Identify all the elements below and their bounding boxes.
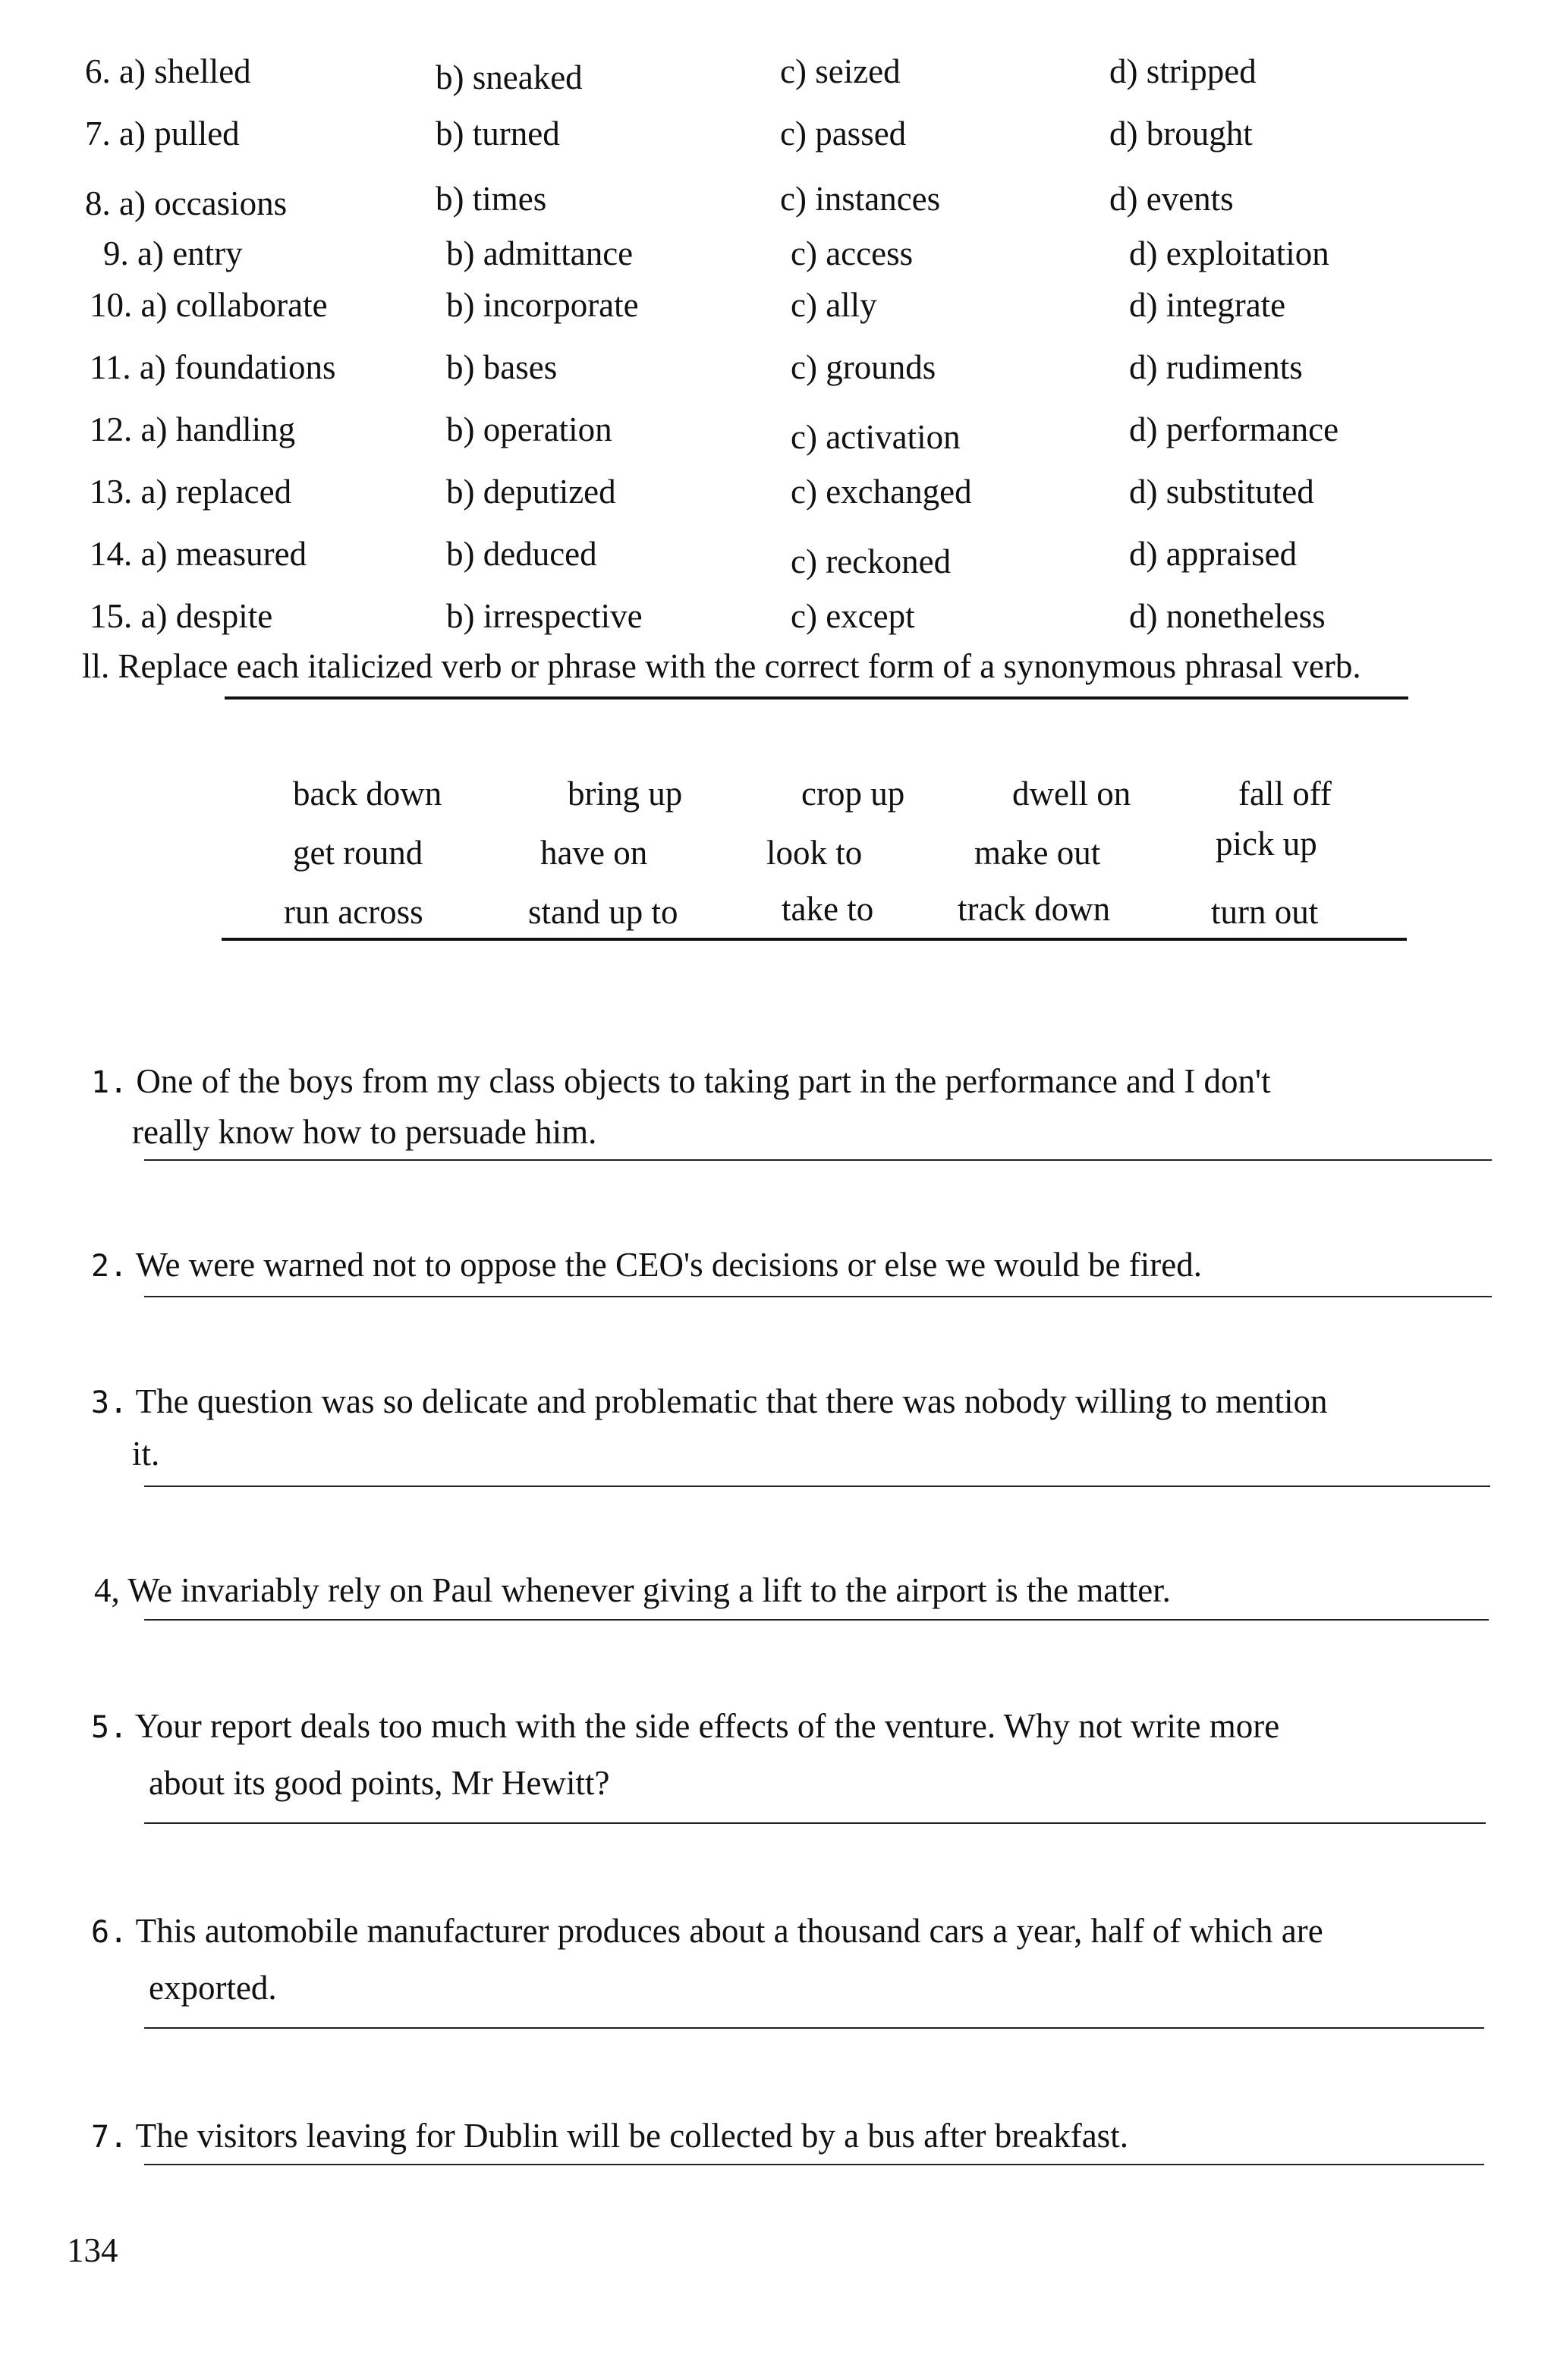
choice-row-11 xyxy=(0,347,1554,401)
option-b: b) admittance xyxy=(446,234,634,272)
option-a: 9. a) entry xyxy=(103,234,243,272)
verb-stand-up-to: stand up to xyxy=(528,893,678,931)
exercise-instruction: ll. Replace each italicized verb or phrase with the correct form of a synonymous phrasal verb. xyxy=(82,647,1361,685)
choice-row-14 xyxy=(0,534,1554,587)
option-d: d) stripped xyxy=(1109,52,1257,90)
option-c: c) seized xyxy=(780,52,901,90)
option-b: b) sneaked xyxy=(436,58,583,96)
option-b: b) incorporate xyxy=(446,286,639,324)
sentence-text: We invariably rely on Paul whenever giving a lift to the airport is the matter. xyxy=(127,1571,1171,1609)
sentence-number: 4, xyxy=(94,1571,120,1609)
choice-row-8 xyxy=(0,179,1554,232)
sentence-6 xyxy=(91,1904,1495,1959)
sentence-7 xyxy=(91,2109,1495,2164)
answer-line-7[interactable] xyxy=(144,2164,1484,2165)
sentence-1 xyxy=(91,1055,1495,1109)
sentence-text: The visitors leaving for Dublin will be collected by a bus after breakfast. xyxy=(135,2117,1128,2155)
option-d: d) substituted xyxy=(1129,473,1314,511)
answer-line-4[interactable] xyxy=(144,1619,1489,1621)
sentence-number: 1. xyxy=(91,1065,128,1100)
answer-line-1[interactable] xyxy=(144,1159,1492,1161)
option-a: 14. a) measured xyxy=(90,535,307,573)
sentence-text: Your report deals too much with the side effects of the venture. Why not write more xyxy=(134,1707,1280,1745)
sentence-number: 7. xyxy=(91,2120,128,2155)
sentence-6-continuation: exported. xyxy=(149,1969,277,2007)
option-c: c) ally xyxy=(791,286,877,324)
choice-row-7 xyxy=(0,114,1554,167)
choice-row-6 xyxy=(0,52,1554,105)
sentence-text: The question was so delicate and problematic that there was nobody willing to mention xyxy=(135,1382,1328,1420)
option-d: d) nonetheless xyxy=(1129,597,1326,635)
sentence-number: 6. xyxy=(91,1915,128,1950)
option-b: b) turned xyxy=(436,115,560,152)
option-c: c) exchanged xyxy=(791,473,972,511)
verb-back-down: back down xyxy=(293,775,442,813)
option-c: c) activation xyxy=(791,418,961,456)
option-b: b) deputized xyxy=(446,473,616,511)
option-d: d) events xyxy=(1109,180,1234,218)
page-number: 134 xyxy=(67,2231,118,2269)
option-d: d) exploitation xyxy=(1129,234,1329,272)
sentence-3 xyxy=(91,1375,1495,1429)
option-c: c) access xyxy=(791,234,914,272)
option-a: 11. a) foundations xyxy=(90,348,336,386)
option-c: c) reckoned xyxy=(791,542,952,580)
option-a: 7. a) pulled xyxy=(85,115,240,152)
option-a: 10. a) collaborate xyxy=(90,286,328,324)
option-d: d) performance xyxy=(1129,410,1339,448)
sentence-3-continuation: it. xyxy=(132,1435,160,1473)
sentence-text: We were warned not to oppose the CEO's decisions or else we would be fired. xyxy=(135,1246,1202,1284)
option-b: b) times xyxy=(436,180,547,218)
answer-line-5[interactable] xyxy=(144,1822,1486,1824)
choice-row-9 xyxy=(0,234,1554,287)
sentence-number: 3. xyxy=(91,1385,128,1420)
sentence-number: 5. xyxy=(91,1710,128,1745)
option-d: d) appraised xyxy=(1129,535,1298,573)
sentence-text: This automobile manufacturer produces about a thousand cars a year, half of which are xyxy=(135,1912,1323,1950)
sentence-text: One of the boys from my class objects to taking part in the performance and I don't xyxy=(136,1062,1271,1100)
option-c: c) instances xyxy=(780,180,941,218)
sentence-2 xyxy=(91,1238,1495,1293)
table-bottom-rule xyxy=(222,938,1407,941)
verb-take-to: take to xyxy=(782,890,874,928)
option-b: b) operation xyxy=(446,410,612,448)
choice-row-13 xyxy=(0,472,1554,525)
answer-line-2[interactable] xyxy=(144,1296,1492,1297)
choice-row-12 xyxy=(0,410,1554,463)
verb-pick-up: pick up xyxy=(1216,825,1317,863)
verb-fall-off: fall off xyxy=(1238,775,1332,813)
answer-line-3[interactable] xyxy=(144,1486,1490,1487)
sentence-5-continuation: about its good points, Mr Hewitt? xyxy=(149,1764,610,1802)
verb-dwell-on: dwell on xyxy=(1012,775,1131,813)
option-d: d) brought xyxy=(1109,115,1253,152)
sentence-number: 2. xyxy=(91,1249,128,1284)
verb-track-down: track down xyxy=(958,890,1111,928)
option-c: c) passed xyxy=(780,115,907,152)
option-a: 6. a) shelled xyxy=(85,52,251,90)
option-d: d) integrate xyxy=(1129,286,1286,324)
sentence-1-continuation: really know how to persuade him. xyxy=(132,1113,597,1151)
verb-make-out: make out xyxy=(974,834,1101,872)
option-b: b) irrespective xyxy=(446,597,643,635)
verb-bring-up: bring up xyxy=(568,775,683,813)
sentence-4 xyxy=(94,1570,1171,1610)
choice-row-15 xyxy=(0,596,1554,649)
verb-run-across: run across xyxy=(284,893,423,931)
option-a: 13. a) replaced xyxy=(90,473,292,511)
option-c: c) except xyxy=(791,597,915,635)
option-a: 8. a) occasions xyxy=(85,184,288,222)
verb-look-to: look to xyxy=(766,834,863,872)
verb-have-on: have on xyxy=(540,834,648,872)
option-a: 12. a) handling xyxy=(90,410,296,448)
option-c: c) grounds xyxy=(791,348,936,386)
verb-crop-up: crop up xyxy=(801,775,905,813)
verb-get-round: get round xyxy=(293,834,423,872)
option-b: b) bases xyxy=(446,348,558,386)
sentence-5 xyxy=(91,1699,1495,1754)
option-a: 15. a) despite xyxy=(90,597,273,635)
option-d: d) rudiments xyxy=(1129,348,1303,386)
answer-line-6[interactable] xyxy=(144,2027,1484,2029)
table-top-rule xyxy=(225,696,1408,700)
choice-row-10 xyxy=(0,285,1554,338)
verb-turn-out: turn out xyxy=(1211,893,1319,931)
option-b: b) deduced xyxy=(446,535,597,573)
